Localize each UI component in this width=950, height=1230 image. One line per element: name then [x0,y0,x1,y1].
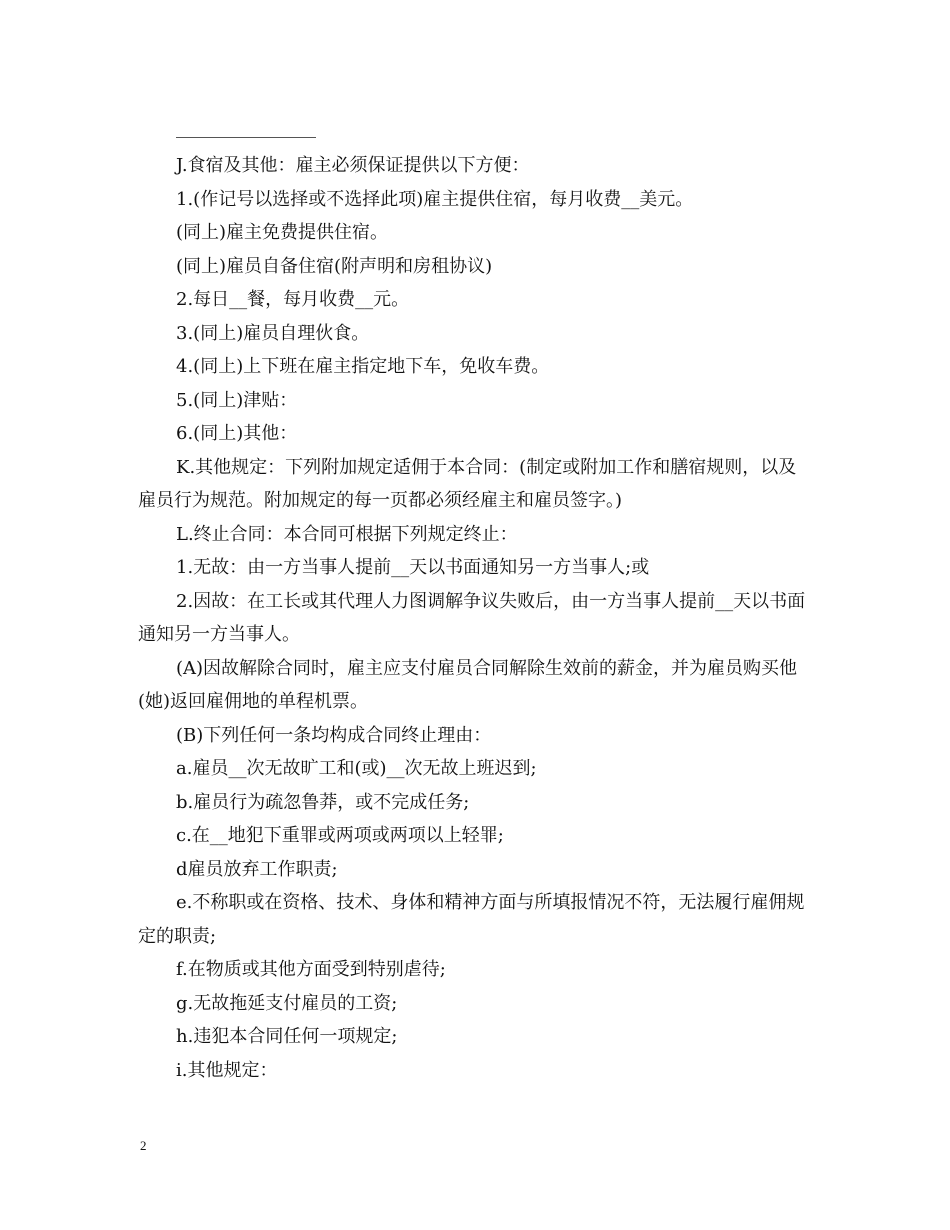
paragraph: d雇员放弃工作职责; [176,858,338,880]
paragraph: 2.因故：在工长或其代理人力图调解争议失败后，由一方当事人提前__天以书面通知另一方当事人。 [138,590,806,645]
paragraph: h.违犯本合同任何一项规定; [176,1026,398,1047]
document-body [138,149,814,1087]
paragraph: 5.(同上)津贴： [176,389,298,411]
paragraph: (B)下列任何一条均构成合同终止理由： [176,724,492,746]
paragraph: 6.(同上)其他： [176,423,298,444]
paragraph: c.在__地犯下重罪或两项或两项以上轻罪; [176,825,504,846]
paragraph: 4.(同上)上下班在雇主指定地下车，免收车费。 [176,356,550,377]
page-number: 2 [140,1138,147,1153]
paragraph: 1.无故：由一方当事人提前__天以书面通知另一方当事人;或 [176,557,650,578]
paragraph: e.不称职或在资格、技术、身体和精神方面与所填报情况不符，无法履行雇佣规定的职责; [138,892,805,947]
paragraph: a.雇员__次无故旷工和(或)__次无故上班迟到; [176,758,537,779]
paragraph: K.其他规定：下列附加规定适佣于本合同：(制定或附加工作和膳宿规则，以及雇员行为规范。附加规定的每一页都必须经雇主和雇员签字。) [138,456,797,511]
paragraph: 3.(同上)雇员自理伙食。 [176,322,370,344]
paragraph: (A)因故解除合同时，雇主应支付雇员合同解除生效前的薪金，并为雇员购买他(她)返回雇佣地的单程机票。 [138,657,798,712]
paragraph: 1.(作记号以选择或不选择此项)雇主提供住宿，每月收费__美元。 [176,188,694,210]
header-divider [176,137,316,138]
paragraph: g.无故拖延支付雇员的工资; [176,992,398,1014]
paragraph: (同上)雇主免费提供住宿。 [176,222,389,243]
paragraph: f.在物质或其他方面受到特别虐待; [176,959,446,980]
paragraph: b.雇员行为疏忽鲁莽，或不完成任务; [176,791,470,813]
paragraph: 2.每日__餐，每月收费__元。 [176,289,410,310]
paragraph: i.其他规定： [176,1059,278,1081]
paragraph: J.食宿及其他：雇主必须保证提供以下方便： [176,155,530,176]
paragraph: (同上)雇员自备住宿(附声明和房租协议) [176,255,493,277]
paragraph: L.终止合同：本合同可根据下列规定终止： [176,523,518,545]
